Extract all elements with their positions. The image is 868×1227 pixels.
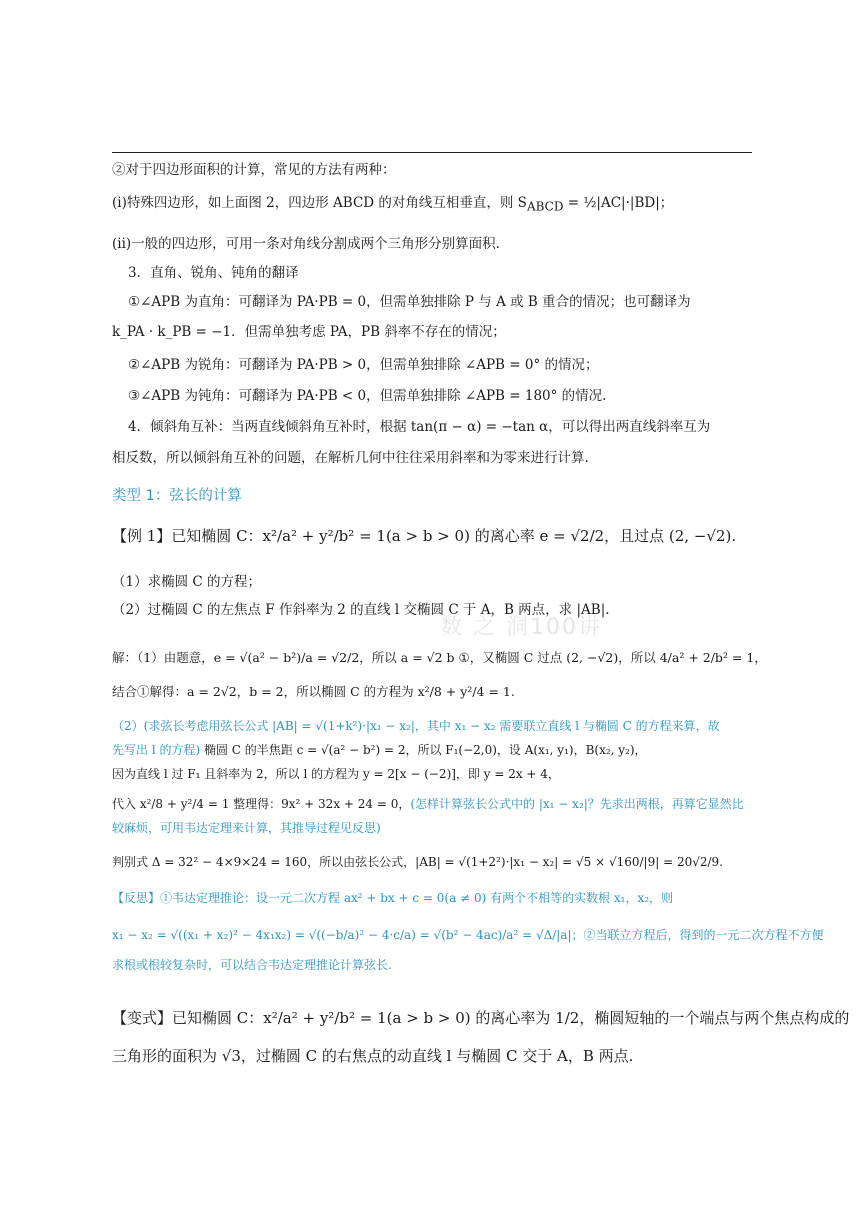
solution-line: 结合①解得：a = 2√2，b = 2，所以椭圆 C 的方程为 x²/8 + y²/4 = 1. <box>112 684 515 699</box>
subscript: ABCD <box>526 199 564 214</box>
text-line: ①∠APB 为直角：可翻译为 PA·PB = 0，但需单独排除 P 与 A 或 B 重合的情况；也可翻译为 <box>128 294 691 310</box>
reflection-line: x₁ − x₂ = √((x₁ + x₂)² − 4x₁x₂) = √((−b/a)² − 4·c/a) = √(b² − 4ac)/a² = √Δ/|a|；②当联立方程后，得到的一元二次方程不方便 <box>112 928 824 942</box>
header-rule <box>112 152 752 153</box>
text-span: = ½|AC|·|BD|； <box>563 195 674 211</box>
text-span: (i)特殊四边形，如上面图 2，四边形 ABCD 的对角线互相垂直，则 S <box>112 195 527 211</box>
text-line: ②∠APB 为锐角：可翻译为 PA·PB > 0，但需单独排除 ∠APB = 0° 的情况； <box>128 357 599 373</box>
text-line: 4．倾斜角互补：当两直线倾斜角互补时，根据 tan(π − α) = −tan α，可以得出两直线斜率互为 <box>128 419 711 435</box>
example-question: 【例 1】已知椭圆 C：x²/a² + y²/b² = 1(a > b > 0) 的离心率 e = √2/2，且过点 (2, −√2). <box>112 527 737 545</box>
reflection-label: 【反思】 <box>112 891 161 905</box>
example-part: （1）求椭圆 C 的方程； <box>112 574 262 590</box>
solution-line <box>112 794 762 814</box>
text-span: 椭圆 C 的半焦距 c = √(a² − b²) = 2，所以 F₁(−2,0)，设 A(x₁, y₁)，B(x₂, y₂)， <box>200 743 647 757</box>
text-line: (ii)一般的四边形，可用一条对角线分割成两个三角形分别算面积. <box>112 236 500 252</box>
solution-note: （2）(求弦长考虑用弦长公式 |AB| = √(1+k²)·|x₁ − x₂|，其中 x₁ − x₂ 需要联立直线 l 与椭圆 C 的方程来算，故 <box>112 719 720 733</box>
solution-note: (怎样计算弦长公式中的 |x₁ − x₂|？先求出两根，再算它显然比 <box>410 797 744 811</box>
text-span: ①韦达定理推论：设一元二次方程 ax² + bx + c = 0(a ≠ 0) 有两个不相等的实数根 x₁，x₂，则 <box>160 891 674 905</box>
text-span: 代入 x²/8 + y²/4 = 1 整理得：9x² + 32x + 24 = 0， <box>112 797 411 811</box>
text-line <box>112 193 762 217</box>
solution-note: 较麻烦，可用韦达定理来计算，其推导过程见反思) <box>112 821 381 835</box>
watermark: 数 之 洞100讲 <box>440 615 602 640</box>
text-line: ③∠APB 为钝角：可翻译为 PA·PB < 0，但需单独排除 ∠APB = 180° 的情况. <box>128 388 607 404</box>
variant-question: 【变式】已知椭圆 C：x²/a² + y²/b² = 1(a > b > 0) 的离心率为 1/2，椭圆短轴的一个端点与两个焦点构成的 <box>112 1009 850 1027</box>
text-line: 相反数，所以倾斜角互补的问题，在解析几何中往往采用斜率和为零来进行计算. <box>112 450 589 466</box>
variant-question: 三角形的面积为 √3，过椭圆 C 的右焦点的动直线 l 与椭圆 C 交于 A，B 两点. <box>112 1047 634 1065</box>
section-heading: 类型 1：弦长的计算 <box>112 488 242 504</box>
solution-line: 解：（1）由题意，e = √(a² − b²)/a = √2/2，所以 a = √2 b ①，又椭圆 C 过点 (2, −√2)，所以 4/a² + 2/b² = 1， <box>112 650 767 665</box>
solution-line: 因为直线 l 过 F₁ 且斜率为 2，所以 l 的方程为 y = 2[x − (−2)]，即 y = 2x + 4， <box>112 767 560 781</box>
example-part: （2）过椭圆 C 的左焦点 F 作斜率为 2 的直线 l 交椭圆 C 于 A，B 两点，求 |AB|. <box>112 602 610 618</box>
text-line: 3．直角、锐角、钝角的翻译 <box>128 265 299 281</box>
reflection-line <box>112 888 762 908</box>
text-line: ②对于四边形面积的计算，常见的方法有两种： <box>112 162 396 178</box>
reflection-line: 求根或根较复杂时，可以结合韦达定理推论计算弦长. <box>112 958 392 972</box>
text-line: k_PA · k_PB = −1．但需单独考虑 PA，PB 斜率不存在的情况； <box>112 324 506 340</box>
solution-note: 先写出 l 的方程) <box>112 743 201 757</box>
solution-line: 判别式 Δ = 32² − 4×9×24 = 160，所以由弦长公式，|AB| = √(1+2²)·|x₁ − x₂| = √5 × √160/|9| = 20√2/9. <box>112 855 723 869</box>
solution-line <box>112 740 762 760</box>
